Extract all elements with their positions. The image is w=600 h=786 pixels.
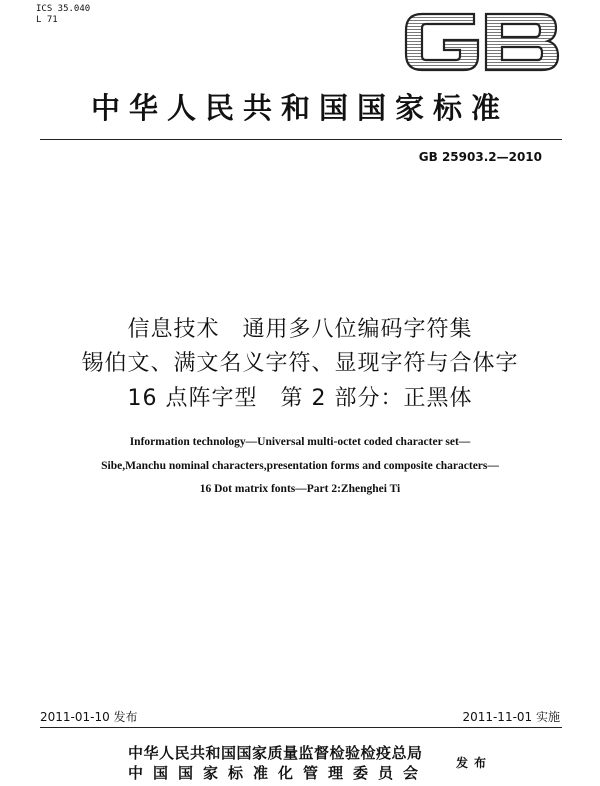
issue-date: 2011-01-10 发布 (40, 710, 138, 724)
publish-label: 发布 (456, 756, 493, 770)
title-zh-line-3: 16 点阵字型 第 2 部分：正黑体 (127, 386, 473, 411)
ccs-code: L 71 (36, 15, 58, 25)
footer-divider (40, 727, 562, 728)
classification-codes (36, 4, 90, 26)
gb-logo (402, 10, 560, 74)
header-divider (40, 139, 562, 140)
issuing-organization-1: 中华人民共和国国家质量监督检验检疫总局 (128, 744, 423, 762)
title-en-line-2: Sibe,Manchu nominal characters,presentation forms and composite characters— (101, 460, 499, 472)
title-en-line-3: 16 Dot matrix fonts—Part 2:Zhenghei Ti (199, 483, 401, 495)
standard-number: GB 25903.2—2010 (418, 150, 542, 164)
implementation-date: 2011-11-01 实施 (462, 710, 560, 724)
ics-code: ICS 35.040 (36, 4, 91, 14)
title-en-line-1: Information technology—Universal multi-octet coded character set— (129, 436, 471, 448)
standard-type-title: 中华人民共和国国家标准 (90, 93, 509, 125)
issuing-organization-2: 中国国家标准化管理委员会 (128, 764, 429, 782)
title-zh-line-1: 信息技术 通用多八位编码字符集 (127, 317, 473, 342)
title-zh-line-2: 锡伯文、满文名义字符、显现字符与合体字 (81, 351, 519, 376)
